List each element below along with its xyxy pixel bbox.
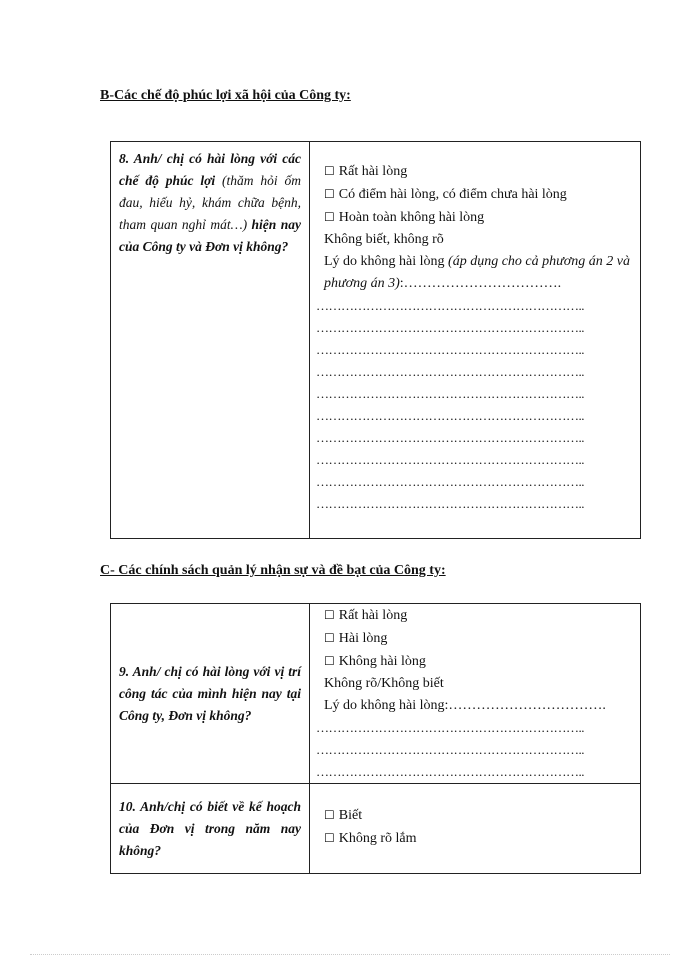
q8-reason-line[interactable]: ……………………………………………………….. bbox=[316, 298, 584, 313]
page-bottom-rule bbox=[30, 954, 670, 955]
question-9-text: 9. Anh/ chị có hài lòng với vị trí công tác của mình hiện nay tại Công ty, Đơn vị không? bbox=[119, 663, 301, 723]
question-8-cell bbox=[111, 142, 310, 539]
checkbox-icon[interactable]: ☐ bbox=[324, 210, 335, 224]
answer-9-cell bbox=[310, 604, 641, 784]
question-8-bold-start: 8. Anh/ chị có hài lòng với các chế độ phúc lợi bbox=[119, 151, 301, 188]
question-9-10-table bbox=[110, 603, 641, 874]
question-8-text bbox=[111, 142, 309, 258]
q8-option-very-satisfied[interactable]: ☐ Rất hài lòng bbox=[316, 160, 632, 183]
question-8-detail: (thăm hỏi ốm đau, hiếu hỷ, khám chữa bệnh, tham quan nghỉ mát…) bbox=[119, 173, 301, 232]
question-9-cell bbox=[111, 604, 310, 784]
answer-10-cell bbox=[310, 784, 641, 874]
q9-reason-label: Lý do không hài lòng:……………………………. bbox=[324, 698, 606, 713]
checkbox-icon[interactable]: ☐ bbox=[324, 631, 335, 645]
q8-reason-line[interactable]: ……………………………………………………….. bbox=[316, 452, 584, 467]
section-b-heading: B-Các chế độ phúc lợi xã hội của Công ty: bbox=[100, 88, 351, 103]
q9-reason-line[interactable]: ……………………………………………………….. bbox=[316, 720, 584, 735]
q9-reason-line[interactable]: ……………………………………………………….. bbox=[316, 764, 584, 779]
checkbox-icon[interactable]: ☐ bbox=[324, 187, 335, 201]
question-8-table bbox=[110, 141, 641, 539]
checkbox-icon[interactable]: ☐ bbox=[324, 608, 335, 622]
q8-reason-note: (áp dụng cho cả phương án 2 và phương án 3) bbox=[324, 254, 630, 291]
q8-reason-line[interactable]: ……………………………………………………….. bbox=[316, 474, 584, 489]
answer-8-cell bbox=[310, 142, 641, 539]
q8-option-not-satisfied[interactable]: ☐ Hoàn toàn không hài lòng bbox=[316, 206, 632, 229]
q8-reason-line[interactable]: ……………………………………………………….. bbox=[316, 496, 584, 511]
q9-option-very-satisfied[interactable]: ☐ Rất hài lòng bbox=[316, 604, 632, 627]
q10-option-know[interactable]: ☐ Biết bbox=[324, 804, 632, 827]
question-10-text: 10. Anh/chị có biết về kế hoạch của Đơn vị trong năm nay không? bbox=[119, 798, 301, 858]
checkbox-icon[interactable]: ☐ bbox=[324, 831, 335, 845]
q8-option-partly-satisfied[interactable]: ☐ Có điểm hài lòng, có điểm chưa hài lòng bbox=[316, 183, 632, 206]
q9-option-not-satisfied[interactable]: ☐ Không hài lòng bbox=[316, 650, 632, 673]
q8-reason-line[interactable]: ……………………………………………………….. bbox=[316, 408, 584, 423]
q9-reason-line[interactable]: ……………………………………………………….. bbox=[316, 742, 584, 757]
checkbox-icon[interactable]: ☐ bbox=[324, 808, 335, 822]
question-8-bold-end: hiện nay của Công ty và Đơn vị không? bbox=[119, 217, 301, 254]
q8-reason-line[interactable]: ……………………………………………………….. bbox=[316, 386, 584, 401]
section-c-heading: C- Các chính sách quản lý nhận sự và đề bạt của Công ty: bbox=[100, 563, 446, 578]
q8-reason-label: Lý do không hài lòng (áp dụng cho cả phương án 2 và phương án 3):……………………………. bbox=[324, 254, 630, 291]
checkbox-icon[interactable]: ☐ bbox=[324, 164, 335, 178]
q8-reason-line[interactable]: ……………………………………………………….. bbox=[316, 430, 584, 445]
question-10-cell bbox=[111, 784, 310, 874]
q10-option-not-sure[interactable]: ☐ Không rõ lắm bbox=[324, 827, 632, 850]
q9-option-satisfied[interactable]: ☐ Hài lòng bbox=[316, 627, 632, 650]
q8-reason-line[interactable]: ……………………………………………………….. bbox=[316, 342, 584, 357]
q8-option-unknown[interactable]: Không biết, không rõ bbox=[324, 232, 444, 247]
q8-reason-line[interactable]: ……………………………………………………….. bbox=[316, 364, 584, 379]
q8-reason-line[interactable]: ……………………………………………………….. bbox=[316, 320, 584, 335]
checkbox-icon[interactable]: ☐ bbox=[324, 654, 335, 668]
q9-option-unknown[interactable]: Không rõ/Không biết bbox=[324, 676, 444, 691]
